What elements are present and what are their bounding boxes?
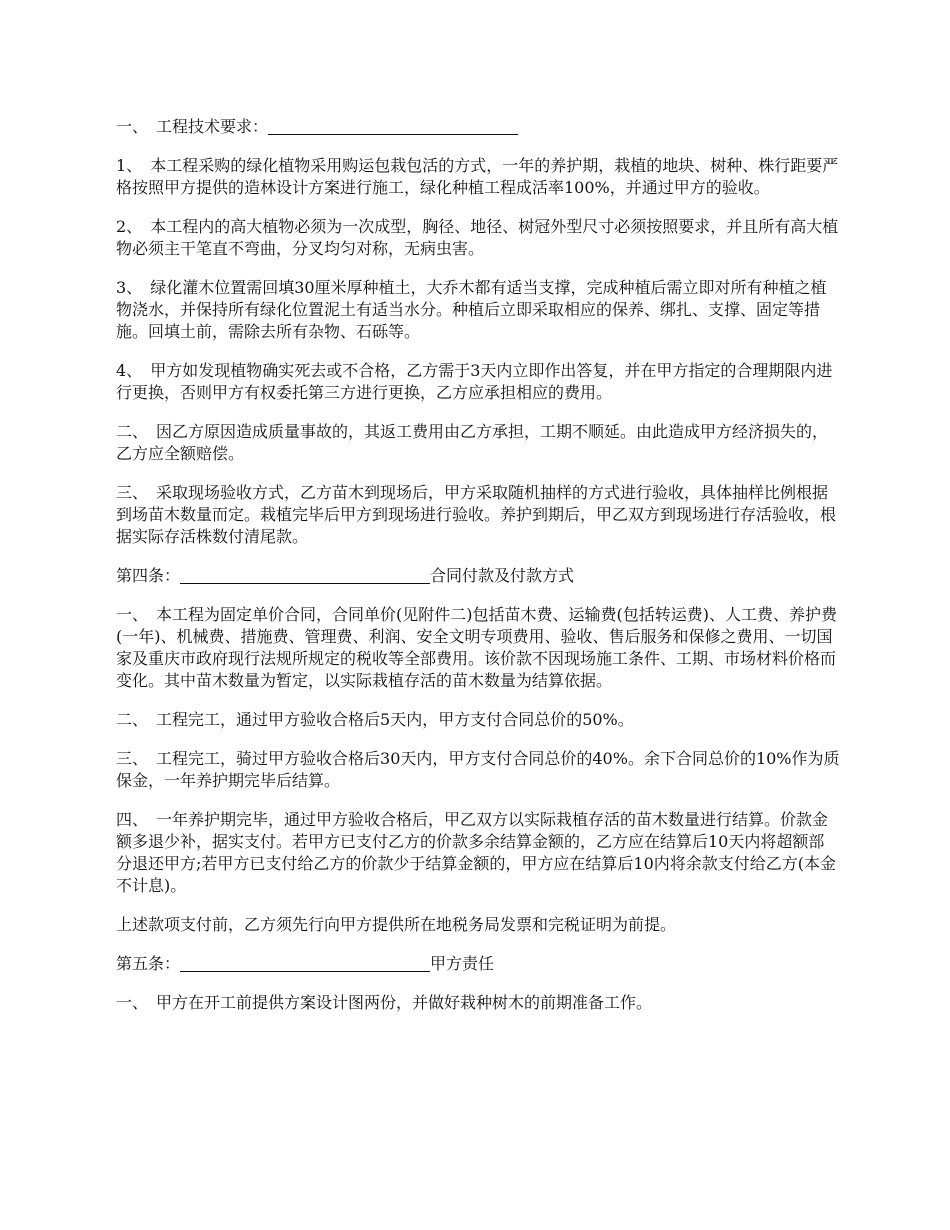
fill-in-blank [268,118,518,135]
paragraph-text: 工程完工，通过甲方验收合格后5天内，甲方支付合同总价的50%。 [156,710,634,729]
article-title: 合同付款及付款方式 [430,566,575,585]
paragraph-number: 三、 [116,483,149,502]
document-page [116,116,840,1031]
paragraph-text: 第五条： [116,954,181,973]
paragraph-text: 本工程为固定单价合同，合同单价(见附件二)包括苗木费、运输费(包括转运费)、人工费、养护费(一年)、机械费、措施费、管理费、利润、安全文明专项费用、验收、售后服务和保修之费用、一切国家及重庆市政府现行法规所规定的税收等全部费用。该价款不因现场施工条件、工期、市场材料价格而变化。其中苗木数量为暂定，以实际栽植存活的苗木数量为结算依据。 [116,605,837,690]
paragraph-text: 一年养护期完毕，通过甲方验收合格后，甲乙双方以实际栽植存活的苗木数量进行结算。价款金额多退少补，据实支付。若甲方已支付乙方的价款多余结算金额的，乙方应在结算后10天内将超额部分退还甲方;若甲方已支付给乙方的价款少于结算金额的，甲方应在结算后10内将余款支付给乙方(本金不计息)。 [116,810,836,895]
paragraph-party-a-design-drawings [116,992,840,1014]
paragraph-final-settlement [116,809,840,897]
paragraph-text: 甲方如发现植物确实死去或不合格，乙方需于3天内立即作出答复，并在甲方指定的合理期限内进行更换，否则甲方有权委托第三方进行更换，乙方应承担相应的费用。 [116,361,833,402]
paragraph-number: 一、 [116,605,149,624]
paragraph-text: 绿化灌木位置需回填30厘米厚种植土，大乔木都有适当支撑，完成种植后需立即对所有种植之植物浇水，并保持所有绿化位置泥土有适当水分。种植后立即采取相应的保养、绑扎、支撑、固定等措施。回填土前，需除去所有杂物、石砾等。 [116,278,827,341]
paragraph-quality-accident [116,421,840,465]
article-title: 甲方责任 [430,954,495,973]
paragraph-number: 2、 [116,217,143,236]
paragraph-number: 三、 [116,749,149,768]
paragraph-text: 上述款项支付前，乙方须先行向甲方提供所在地税务局发票和完税证明为前提。 [116,915,677,934]
paragraph-clause-3 [116,277,840,343]
paragraph-fixed-price-contract [116,604,840,692]
paragraph-text: 甲方在开工前提供方案设计图两份，并做好栽种树木的前期准备工作。 [156,993,653,1012]
paragraph-technical-requirements-heading [116,116,840,138]
paragraph-text: 工程完工，骑过甲方验收合格后30天内，甲方支付合同总价的40%。余下合同总价的10%作为质保金，一年养护期完毕后结算。 [116,749,840,790]
paragraph-clause-2 [116,216,840,260]
paragraph-number: 一、 [116,993,149,1012]
paragraph-number: 二、 [116,422,149,441]
paragraph-text: 因乙方原因造成质量事故的，其返工费用由乙方承担，工期不顺延。由此造成甲方经济损失的，乙方应全额赔偿。 [116,422,829,463]
article-5-heading [116,953,840,975]
paragraph-text: 工程技术要求： [156,117,269,136]
paragraph-invoice-requirement [116,914,840,936]
article-4-heading [116,565,840,587]
paragraph-text: 本工程采购的绿化植物采用购运包栽包活的方式，一年的养护期，栽植的地块、树种、株行距要严格按照甲方提供的造林设计方案进行施工，绿化种植工程成活率100%，并通过甲方的验收。 [116,156,839,197]
paragraph-text: 第四条： [116,566,181,585]
paragraph-payment-50 [116,709,840,731]
paragraph-number: 二、 [116,710,149,729]
paragraph-number: 一、 [116,117,149,136]
fill-in-blank [180,955,430,972]
paragraph-clause-4 [116,360,840,404]
paragraph-text: 本工程内的高大植物必须为一次成型，胸径、地径、树冠外型尺寸必须按照要求，并且所有高大植物必须主干笔直不弯曲，分叉均匀对称，无病虫害。 [116,217,839,258]
fill-in-blank [180,567,430,584]
paragraph-payment-40 [116,748,840,792]
paragraph-acceptance-method [116,482,840,548]
paragraph-number: 1、 [116,156,143,175]
paragraph-clause-1 [116,155,840,199]
paragraph-number: 4、 [116,361,143,380]
paragraph-number: 3、 [116,278,143,297]
paragraph-text: 采取现场验收方式，乙方苗木到现场后，甲方采取随机抽样的方式进行验收，具体抽样比例根据到场苗木数量而定。栽植完毕后甲方到现场进行验收。养护到期后，甲乙双方到现场进行存活验收，根据实际存活株数付清尾款。 [116,483,837,546]
paragraph-number: 四、 [116,810,149,829]
